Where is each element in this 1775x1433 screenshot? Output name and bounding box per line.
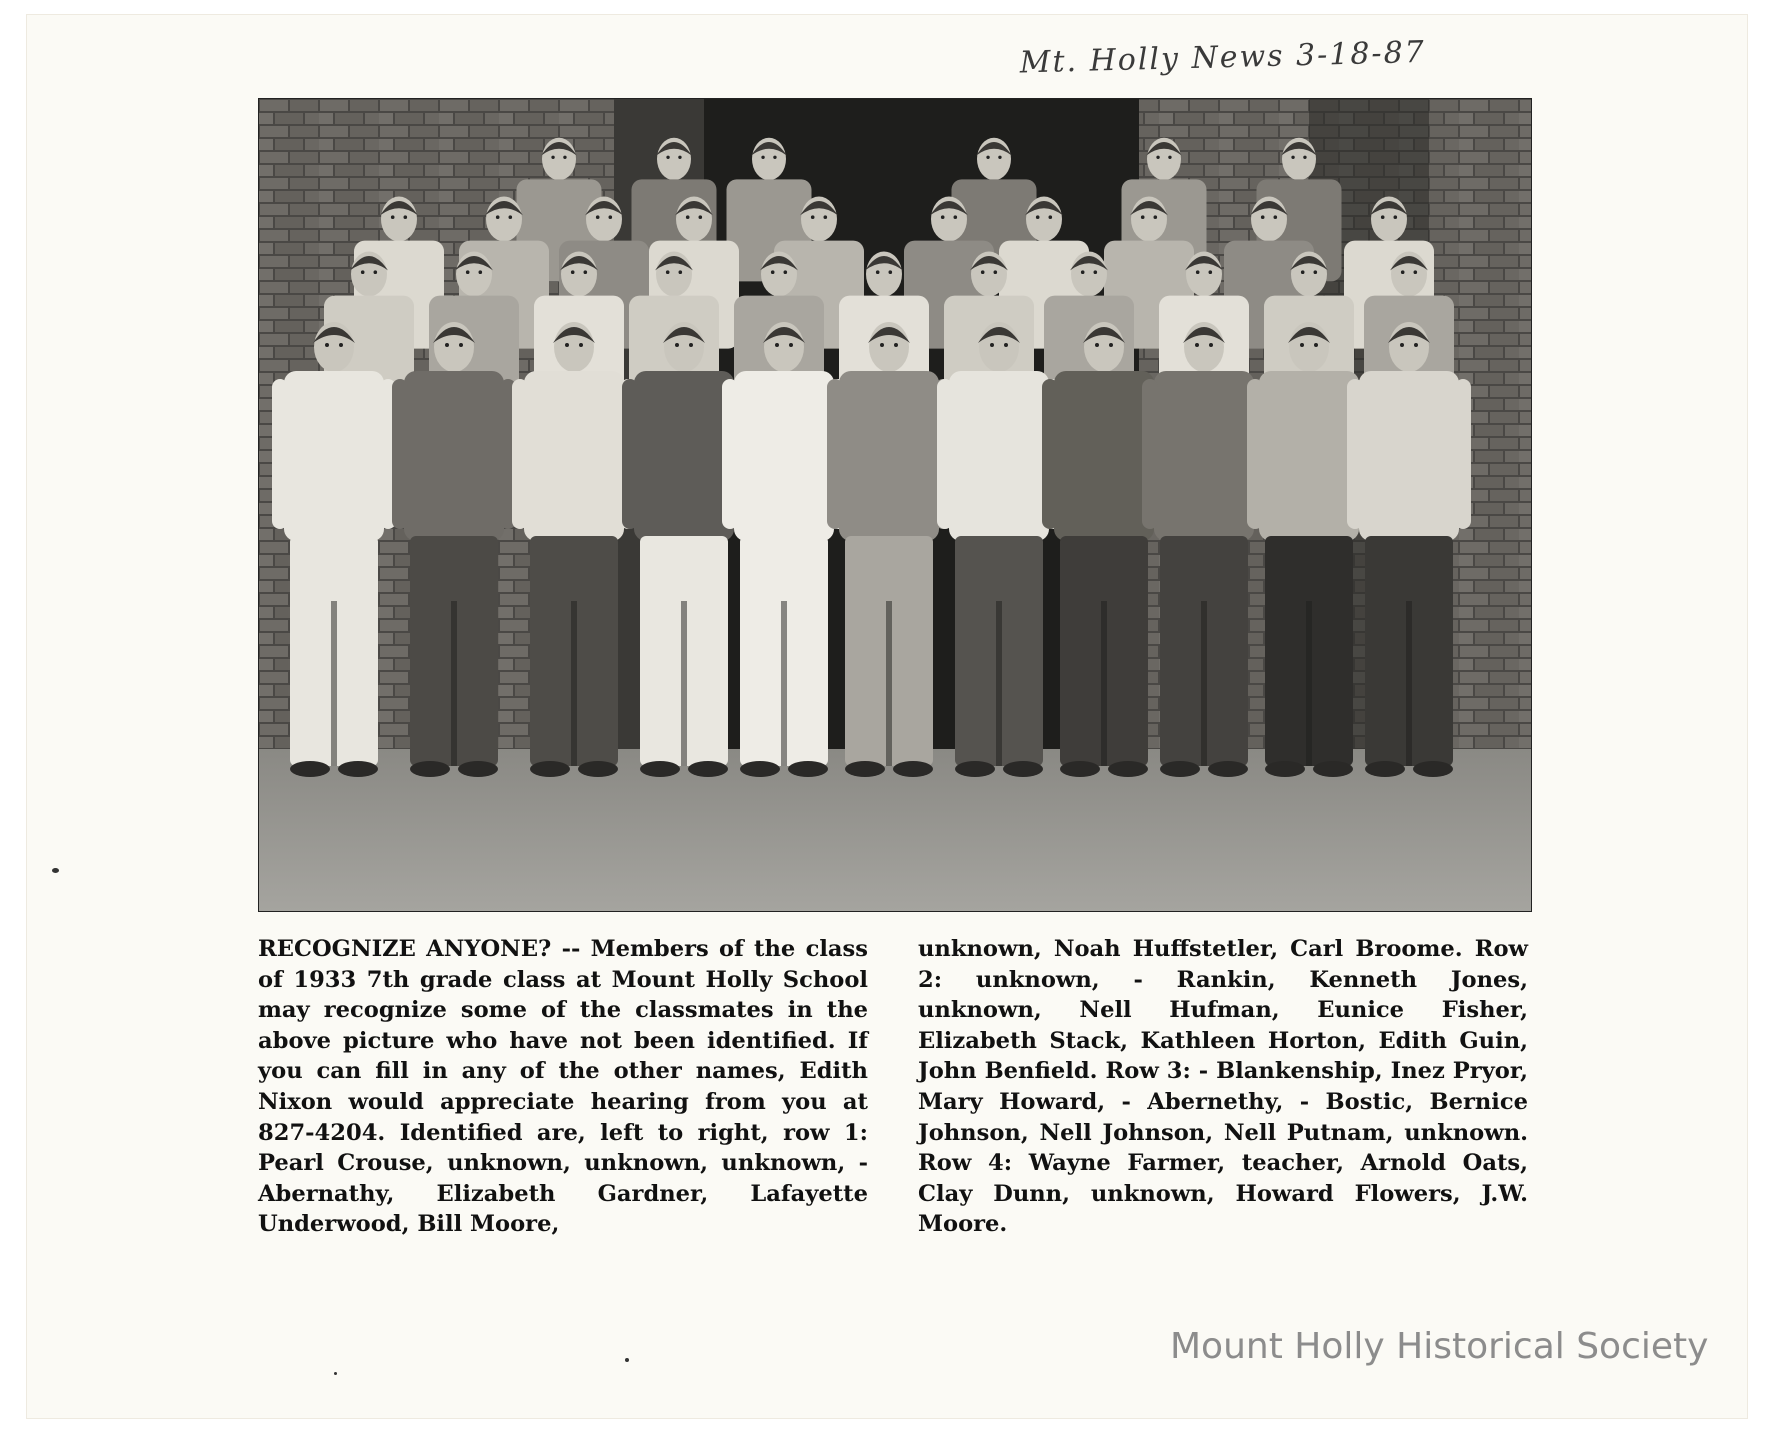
- handwritten-note: Mt. Holly News 3-18-87: [1019, 34, 1427, 81]
- student-figure: [392, 322, 516, 777]
- dust-speck: [334, 1372, 337, 1375]
- student-figure: [1347, 322, 1471, 777]
- caption-right-column: unknown, Noah Huffstetler, Carl Broome. Row 2: unknown, - Rankin, Kenneth Jones, unknown, Nell Hufman, Eunice Fisher, Elizabeth Stack, Kathleen Horton, Edith Guin, John Benfield. Row 3: - Blankenship, Inez Pryor, Mary Howard, - Abernethy, - Bostic, Bernice Johnson, Nell Johnson, Nell Putnam, unknown. Row 4: Wayne Farmer, teacher, Arnold Oats, Clay Dunn, unknown, Howard Flowers, J.W. Moore.: [918, 936, 1528, 1238]
- student-figure: [827, 322, 951, 777]
- dust-speck: [52, 868, 59, 873]
- watermark: Mount Holly Historical Society: [1170, 1326, 1709, 1367]
- class-photo-image: [259, 99, 1531, 911]
- student-figure: [272, 322, 396, 777]
- class-photo: [258, 98, 1532, 912]
- student-figure: [512, 322, 636, 777]
- dust-speck: [625, 1358, 629, 1362]
- caption-left-column: RECOGNIZE ANYONE? -- Members of the class of 1933 7th grade class at Mount Holly School may recognize some of the classmates in the above picture who have not been identified. If you can fill in any of the other names, Edith Nixon would appreciate hearing from you at 827-4204. Identified are, left to right, row 1: Pearl Crouse, unknown, unknown, unknown, - Abernathy, Elizabeth Gardner, Lafayette Underwood, Bill Moore,: [258, 936, 868, 1238]
